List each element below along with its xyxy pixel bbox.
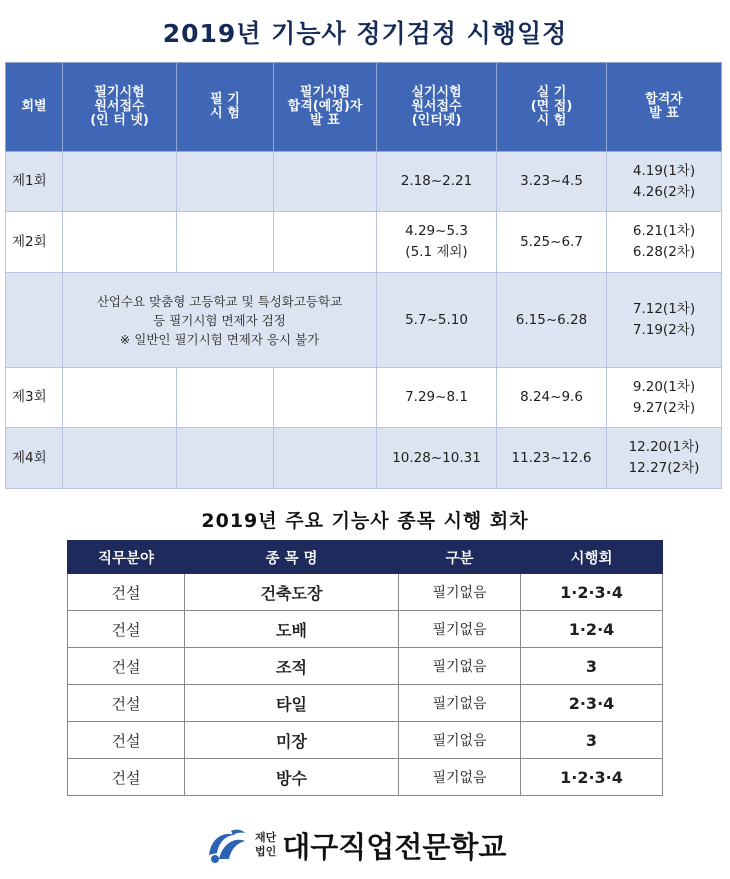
table-row [6,152,722,212]
item-name-cell: 타일 [185,685,399,722]
category-cell: 필기없음 [399,759,521,796]
logo-school-name: 대구직업전문학교 [282,829,507,864]
empty-cell [177,368,274,428]
school-logo [205,822,506,868]
practical-apply-cell: 5.7~5.10 [377,273,497,368]
rounds-cell: 3 [521,648,663,685]
category-cell: 필기없음 [399,685,521,722]
empty-cell [177,212,274,273]
empty-cell [63,428,177,489]
school-emblem-icon [205,825,249,865]
result-cell: 6.21(1차) 6.28(2차) [607,212,722,273]
practical-exam-cell: 5.25~6.7 [497,212,607,273]
table-row [68,722,663,759]
rounds-cell: 1·2·3·4 [521,759,663,796]
field-cell: 건설 [68,611,185,648]
logo-small-top: 재단 [255,831,277,844]
practical-exam-cell: 3.23~4.5 [497,152,607,212]
field-cell: 건설 [68,722,185,759]
result-cell: 4.19(1차) 4.26(2차) [607,152,722,212]
practical-apply-cell: 4.29~5.3 (5.1 제외) [377,212,497,273]
round-cell: 제3회 [6,368,63,428]
header-rounds: 시행회 [521,541,663,574]
header-practical-exam: 실 기 (면 접) 시 험 [497,63,607,152]
field-cell: 건설 [68,648,185,685]
rounds-cell: 3 [521,722,663,759]
header-written-exam: 필 기 시 험 [177,63,274,152]
table-row [6,273,722,368]
table-row [68,685,663,722]
table-row [6,212,722,273]
empty-cell [63,212,177,273]
header-written-result: 필기시험 합격(예정)자 발 표 [274,63,377,152]
item-name-cell: 방수 [185,759,399,796]
header-final-result: 합격자 발 표 [607,63,722,152]
exemption-note: 산업수요 맞춤형 고등학교 및 특성화고등학교 등 필기시험 면제자 검정 ※ 일반인 필기시험 면제자 응시 불가 [63,273,377,368]
empty-cell [177,152,274,212]
header-written-apply: 필기시험 원서접수 (인 터 넷) [63,63,177,152]
result-cell: 12.20(1차) 12.27(2차) [607,428,722,489]
logo-small-bottom: 법인 [255,845,277,858]
table-row [68,648,663,685]
item-name-cell: 도배 [185,611,399,648]
table-row [68,574,663,611]
practical-apply-cell: 10.28~10.31 [377,428,497,489]
category-cell: 필기없음 [399,574,521,611]
result-cell: 7.12(1차) 7.19(2차) [607,273,722,368]
category-cell: 필기없음 [399,722,521,759]
empty-cell [177,428,274,489]
rounds-cell: 1·2·4 [521,611,663,648]
item-name-cell: 미장 [185,722,399,759]
empty-cell [274,152,377,212]
table-row [68,759,663,796]
category-cell: 필기없음 [399,648,521,685]
field-cell: 건설 [68,574,185,611]
practical-exam-cell: 6.15~6.28 [497,273,607,368]
round-cell: 제4회 [6,428,63,489]
logo-foundation-label [255,831,276,859]
round-cell: 제2회 [6,212,63,273]
header-round: 회별 [6,63,63,152]
header-practical-apply: 실기시험 원서접수 (인터넷) [377,63,497,152]
practical-apply-cell: 7.29~8.1 [377,368,497,428]
practical-exam-cell: 11.23~12.6 [497,428,607,489]
schedule-header-row [6,63,722,152]
field-cell: 건설 [68,759,185,796]
rounds-cell: 1·2·3·4 [521,574,663,611]
empty-cell [274,368,377,428]
section-subtitle: 2019년 주요 기능사 종목 시행 회차 [201,510,529,532]
empty-cell [63,368,177,428]
header-category: 구분 [399,541,521,574]
item-name-cell: 조적 [185,648,399,685]
empty-cell [274,428,377,489]
exam-schedule-table [5,62,722,489]
item-name-cell: 건축도장 [185,574,399,611]
page-title: 2019년 기능사 정기검정 시행일정 [162,19,568,48]
round-cell: 제1회 [6,152,63,212]
table-row [68,611,663,648]
table-row [6,428,722,489]
header-item-name: 종 목 명 [185,541,399,574]
category-cell: 필기없음 [399,611,521,648]
practical-exam-cell: 8.24~9.6 [497,368,607,428]
round-cell [6,273,63,368]
practical-apply-cell: 2.18~2.21 [377,152,497,212]
empty-cell [274,212,377,273]
field-cell: 건설 [68,685,185,722]
empty-cell [63,152,177,212]
result-cell: 9.20(1차) 9.27(2차) [607,368,722,428]
major-items-table [67,540,663,796]
header-field: 직무분야 [68,541,185,574]
rounds-cell: 2·3·4 [521,685,663,722]
items-header-row [68,541,663,574]
table-row [6,368,722,428]
